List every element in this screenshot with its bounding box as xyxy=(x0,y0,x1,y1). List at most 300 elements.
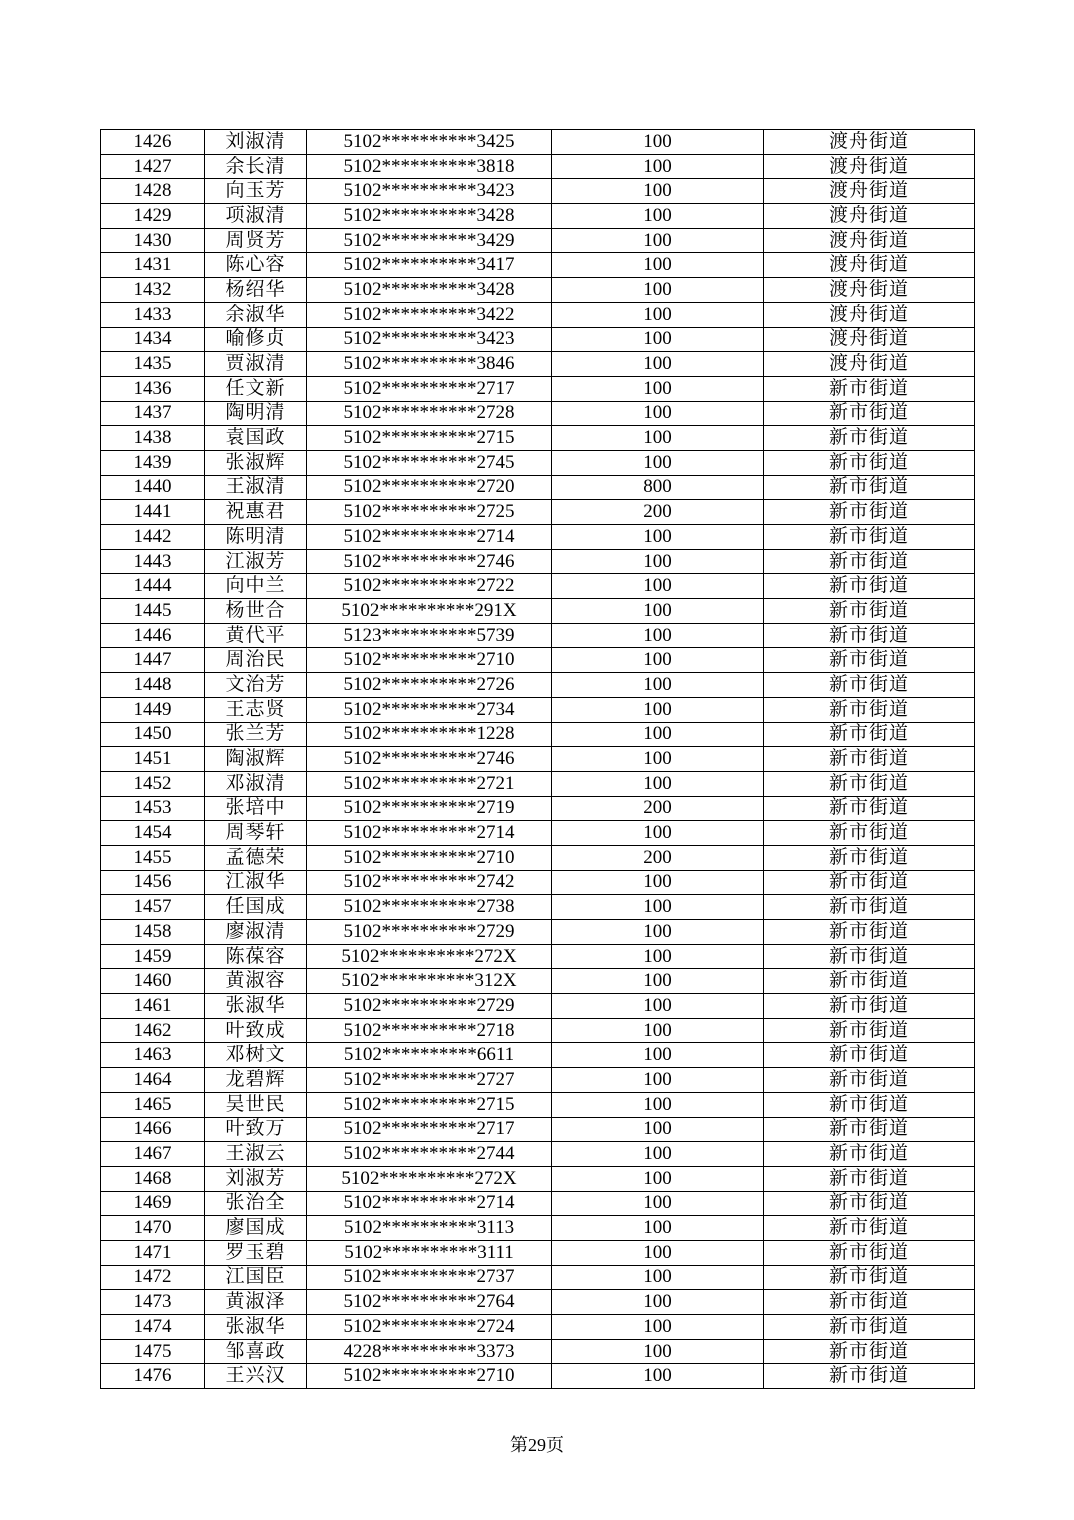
table-row xyxy=(101,1191,975,1216)
row-number-cell: 1451 xyxy=(101,747,205,772)
row-number-cell: 1430 xyxy=(101,228,205,253)
amount-cell: 100 xyxy=(552,599,764,624)
amount-cell: 200 xyxy=(552,845,764,870)
id-number-cell: 5102**********2721 xyxy=(307,771,552,796)
amount-cell: 100 xyxy=(552,401,764,426)
name-cell: 王兴汉 xyxy=(205,1364,307,1389)
id-number-cell: 4228**********3373 xyxy=(307,1339,552,1364)
table-row xyxy=(101,278,975,303)
name-cell: 杨世合 xyxy=(205,599,307,624)
table-row xyxy=(101,1018,975,1043)
street-cell: 新市街道 xyxy=(764,673,975,698)
amount-cell: 100 xyxy=(552,623,764,648)
name-cell: 向玉芳 xyxy=(205,179,307,204)
table-row xyxy=(101,179,975,204)
row-number-cell: 1452 xyxy=(101,771,205,796)
name-cell: 黄淑泽 xyxy=(205,1290,307,1315)
table-row xyxy=(101,771,975,796)
name-cell: 王淑云 xyxy=(205,1142,307,1167)
id-number-cell: 5102**********3429 xyxy=(307,228,552,253)
amount-cell: 100 xyxy=(552,1265,764,1290)
amount-cell: 100 xyxy=(552,327,764,352)
name-cell: 杨绍华 xyxy=(205,278,307,303)
name-cell: 周治民 xyxy=(205,648,307,673)
id-number-cell: 5102**********2727 xyxy=(307,1068,552,1093)
name-cell: 张淑华 xyxy=(205,994,307,1019)
table-row xyxy=(101,228,975,253)
amount-cell: 100 xyxy=(552,1092,764,1117)
amount-cell: 100 xyxy=(552,204,764,229)
amount-cell: 100 xyxy=(552,574,764,599)
id-number-cell: 5102**********2714 xyxy=(307,821,552,846)
row-number-cell: 1472 xyxy=(101,1265,205,1290)
row-number-cell: 1456 xyxy=(101,870,205,895)
amount-cell: 800 xyxy=(552,475,764,500)
name-cell: 陶明清 xyxy=(205,401,307,426)
table-row xyxy=(101,673,975,698)
row-number-cell: 1470 xyxy=(101,1216,205,1241)
name-cell: 黄淑容 xyxy=(205,969,307,994)
name-cell: 周琴轩 xyxy=(205,821,307,846)
street-cell: 新市街道 xyxy=(764,525,975,550)
table-row xyxy=(101,401,975,426)
name-cell: 陈葆容 xyxy=(205,944,307,969)
street-cell: 新市街道 xyxy=(764,1117,975,1142)
street-cell: 新市街道 xyxy=(764,1043,975,1068)
id-number-cell: 5102**********3422 xyxy=(307,302,552,327)
table-row xyxy=(101,796,975,821)
amount-cell: 100 xyxy=(552,253,764,278)
table-row xyxy=(101,969,975,994)
street-cell: 新市街道 xyxy=(764,1315,975,1340)
row-number-cell: 1455 xyxy=(101,845,205,870)
name-cell: 周贤芳 xyxy=(205,228,307,253)
id-number-cell: 5102**********3425 xyxy=(307,130,552,155)
amount-cell: 100 xyxy=(552,352,764,377)
name-cell: 刘淑清 xyxy=(205,130,307,155)
id-number-cell: 5102**********2725 xyxy=(307,500,552,525)
id-number-cell: 5102**********2714 xyxy=(307,525,552,550)
street-cell: 新市街道 xyxy=(764,920,975,945)
row-number-cell: 1473 xyxy=(101,1290,205,1315)
amount-cell: 100 xyxy=(552,1142,764,1167)
table-row xyxy=(101,1068,975,1093)
id-number-cell: 5102**********272X xyxy=(307,1166,552,1191)
id-number-cell: 5102**********2710 xyxy=(307,845,552,870)
id-number-cell: 5102**********2717 xyxy=(307,1117,552,1142)
row-number-cell: 1442 xyxy=(101,525,205,550)
street-cell: 新市街道 xyxy=(764,1166,975,1191)
street-cell: 新市街道 xyxy=(764,574,975,599)
id-number-cell: 5102**********2746 xyxy=(307,549,552,574)
name-cell: 江淑芳 xyxy=(205,549,307,574)
table-row xyxy=(101,623,975,648)
row-number-cell: 1439 xyxy=(101,450,205,475)
street-cell: 渡舟街道 xyxy=(764,204,975,229)
id-number-cell: 5102**********2738 xyxy=(307,895,552,920)
name-cell: 陈明清 xyxy=(205,525,307,550)
name-cell: 文治芳 xyxy=(205,673,307,698)
table-row xyxy=(101,747,975,772)
amount-cell: 100 xyxy=(552,1018,764,1043)
name-cell: 余淑华 xyxy=(205,302,307,327)
id-number-cell: 5102**********272X xyxy=(307,944,552,969)
street-cell: 新市街道 xyxy=(764,1290,975,1315)
amount-cell: 100 xyxy=(552,525,764,550)
table-row xyxy=(101,1166,975,1191)
street-cell: 新市街道 xyxy=(764,1240,975,1265)
row-number-cell: 1426 xyxy=(101,130,205,155)
row-number-cell: 1474 xyxy=(101,1315,205,1340)
id-number-cell: 5102**********2726 xyxy=(307,673,552,698)
amount-cell: 100 xyxy=(552,895,764,920)
name-cell: 张兰芳 xyxy=(205,722,307,747)
name-cell: 江淑华 xyxy=(205,870,307,895)
amount-cell: 100 xyxy=(552,1240,764,1265)
amount-cell: 100 xyxy=(552,673,764,698)
roster-table-body xyxy=(101,130,975,1389)
name-cell: 江国臣 xyxy=(205,1265,307,1290)
id-number-cell: 5102**********3423 xyxy=(307,179,552,204)
row-number-cell: 1443 xyxy=(101,549,205,574)
table-row xyxy=(101,697,975,722)
amount-cell: 100 xyxy=(552,821,764,846)
street-cell: 渡舟街道 xyxy=(764,302,975,327)
id-number-cell: 5102**********3113 xyxy=(307,1216,552,1241)
table-row xyxy=(101,475,975,500)
name-cell: 廖国成 xyxy=(205,1216,307,1241)
amount-cell: 200 xyxy=(552,796,764,821)
row-number-cell: 1441 xyxy=(101,500,205,525)
name-cell: 任文新 xyxy=(205,376,307,401)
table-row xyxy=(101,426,975,451)
row-number-cell: 1433 xyxy=(101,302,205,327)
table-row xyxy=(101,1315,975,1340)
id-number-cell: 5102**********2764 xyxy=(307,1290,552,1315)
table-row xyxy=(101,1290,975,1315)
street-cell: 新市街道 xyxy=(764,1364,975,1389)
street-cell: 新市街道 xyxy=(764,870,975,895)
name-cell: 任国成 xyxy=(205,895,307,920)
street-cell: 新市街道 xyxy=(764,821,975,846)
page-number: 第29页 xyxy=(510,1435,564,1455)
row-number-cell: 1429 xyxy=(101,204,205,229)
table-row xyxy=(101,154,975,179)
street-cell: 新市街道 xyxy=(764,599,975,624)
row-number-cell: 1468 xyxy=(101,1166,205,1191)
street-cell: 新市街道 xyxy=(764,895,975,920)
row-number-cell: 1467 xyxy=(101,1142,205,1167)
row-number-cell: 1446 xyxy=(101,623,205,648)
name-cell: 黄代平 xyxy=(205,623,307,648)
row-number-cell: 1465 xyxy=(101,1092,205,1117)
table-row xyxy=(101,1339,975,1364)
street-cell: 新市街道 xyxy=(764,994,975,1019)
row-number-cell: 1461 xyxy=(101,994,205,1019)
table-row xyxy=(101,1117,975,1142)
id-number-cell: 5102**********2728 xyxy=(307,401,552,426)
name-cell: 张淑华 xyxy=(205,1315,307,1340)
table-row xyxy=(101,648,975,673)
id-number-cell: 5102**********2718 xyxy=(307,1018,552,1043)
id-number-cell: 5102**********2734 xyxy=(307,697,552,722)
row-number-cell: 1432 xyxy=(101,278,205,303)
street-cell: 渡舟街道 xyxy=(764,130,975,155)
id-number-cell: 5102**********2722 xyxy=(307,574,552,599)
name-cell: 罗玉碧 xyxy=(205,1240,307,1265)
id-number-cell: 5102**********6611 xyxy=(307,1043,552,1068)
row-number-cell: 1444 xyxy=(101,574,205,599)
row-number-cell: 1438 xyxy=(101,426,205,451)
amount-cell: 100 xyxy=(552,154,764,179)
street-cell: 新市街道 xyxy=(764,426,975,451)
amount-cell: 100 xyxy=(552,969,764,994)
street-cell: 渡舟街道 xyxy=(764,253,975,278)
amount-cell: 100 xyxy=(552,1117,764,1142)
street-cell: 渡舟街道 xyxy=(764,327,975,352)
name-cell: 邓树文 xyxy=(205,1043,307,1068)
id-number-cell: 5102**********2746 xyxy=(307,747,552,772)
id-number-cell: 5102**********2729 xyxy=(307,920,552,945)
id-number-cell: 5102**********291X xyxy=(307,599,552,624)
street-cell: 新市街道 xyxy=(764,1265,975,1290)
amount-cell: 200 xyxy=(552,500,764,525)
row-number-cell: 1449 xyxy=(101,697,205,722)
street-cell: 新市街道 xyxy=(764,722,975,747)
table-row xyxy=(101,253,975,278)
id-number-cell: 5102**********2710 xyxy=(307,1364,552,1389)
name-cell: 贾淑清 xyxy=(205,352,307,377)
table-row xyxy=(101,302,975,327)
id-number-cell: 5102**********2719 xyxy=(307,796,552,821)
name-cell: 张培中 xyxy=(205,796,307,821)
id-number-cell: 5102**********2737 xyxy=(307,1265,552,1290)
name-cell: 邓淑清 xyxy=(205,771,307,796)
street-cell: 新市街道 xyxy=(764,450,975,475)
row-number-cell: 1476 xyxy=(101,1364,205,1389)
table-row xyxy=(101,1142,975,1167)
id-number-cell: 5102**********3818 xyxy=(307,154,552,179)
table-row xyxy=(101,376,975,401)
row-number-cell: 1454 xyxy=(101,821,205,846)
row-number-cell: 1460 xyxy=(101,969,205,994)
street-cell: 新市街道 xyxy=(764,1339,975,1364)
id-number-cell: 5102**********2724 xyxy=(307,1315,552,1340)
table-row xyxy=(101,1216,975,1241)
name-cell: 孟德荣 xyxy=(205,845,307,870)
street-cell: 新市街道 xyxy=(764,969,975,994)
amount-cell: 100 xyxy=(552,278,764,303)
street-cell: 渡舟街道 xyxy=(764,179,975,204)
street-cell: 新市街道 xyxy=(764,376,975,401)
amount-cell: 100 xyxy=(552,1191,764,1216)
name-cell: 向中兰 xyxy=(205,574,307,599)
amount-cell: 100 xyxy=(552,1315,764,1340)
row-number-cell: 1440 xyxy=(101,475,205,500)
table-row xyxy=(101,450,975,475)
name-cell: 袁国政 xyxy=(205,426,307,451)
row-number-cell: 1469 xyxy=(101,1191,205,1216)
name-cell: 张淑辉 xyxy=(205,450,307,475)
amount-cell: 100 xyxy=(552,1166,764,1191)
street-cell: 新市街道 xyxy=(764,549,975,574)
row-number-cell: 1445 xyxy=(101,599,205,624)
amount-cell: 100 xyxy=(552,426,764,451)
table-row xyxy=(101,821,975,846)
id-number-cell: 5102**********2742 xyxy=(307,870,552,895)
street-cell: 渡舟街道 xyxy=(764,278,975,303)
row-number-cell: 1431 xyxy=(101,253,205,278)
name-cell: 廖淑清 xyxy=(205,920,307,945)
row-number-cell: 1450 xyxy=(101,722,205,747)
name-cell: 项淑清 xyxy=(205,204,307,229)
table-row xyxy=(101,870,975,895)
street-cell: 新市街道 xyxy=(764,1142,975,1167)
table-row xyxy=(101,352,975,377)
name-cell: 陈心容 xyxy=(205,253,307,278)
row-number-cell: 1448 xyxy=(101,673,205,698)
name-cell: 吴世民 xyxy=(205,1092,307,1117)
table-row xyxy=(101,1043,975,1068)
id-number-cell: 5102**********3111 xyxy=(307,1240,552,1265)
amount-cell: 100 xyxy=(552,179,764,204)
amount-cell: 100 xyxy=(552,1068,764,1093)
name-cell: 王淑清 xyxy=(205,475,307,500)
table-row xyxy=(101,549,975,574)
table-row xyxy=(101,204,975,229)
street-cell: 新市街道 xyxy=(764,944,975,969)
street-cell: 新市街道 xyxy=(764,796,975,821)
row-number-cell: 1462 xyxy=(101,1018,205,1043)
street-cell: 渡舟街道 xyxy=(764,228,975,253)
street-cell: 新市街道 xyxy=(764,771,975,796)
street-cell: 新市街道 xyxy=(764,475,975,500)
id-number-cell: 5102**********2744 xyxy=(307,1142,552,1167)
street-cell: 新市街道 xyxy=(764,1191,975,1216)
name-cell: 龙碧辉 xyxy=(205,1068,307,1093)
street-cell: 新市街道 xyxy=(764,697,975,722)
street-cell: 新市街道 xyxy=(764,747,975,772)
name-cell: 叶致万 xyxy=(205,1117,307,1142)
amount-cell: 100 xyxy=(552,648,764,673)
table-row xyxy=(101,944,975,969)
id-number-cell: 5102**********2715 xyxy=(307,1092,552,1117)
amount-cell: 100 xyxy=(552,920,764,945)
id-number-cell: 5102**********3846 xyxy=(307,352,552,377)
table-row xyxy=(101,1364,975,1389)
amount-cell: 100 xyxy=(552,944,764,969)
table-row xyxy=(101,525,975,550)
row-number-cell: 1459 xyxy=(101,944,205,969)
row-number-cell: 1466 xyxy=(101,1117,205,1142)
table-row xyxy=(101,327,975,352)
table-row xyxy=(101,845,975,870)
name-cell: 余长清 xyxy=(205,154,307,179)
row-number-cell: 1453 xyxy=(101,796,205,821)
id-number-cell: 5102**********1228 xyxy=(307,722,552,747)
table-row xyxy=(101,722,975,747)
street-cell: 渡舟街道 xyxy=(764,154,975,179)
table-row xyxy=(101,895,975,920)
id-number-cell: 5102**********2720 xyxy=(307,475,552,500)
row-number-cell: 1458 xyxy=(101,920,205,945)
id-number-cell: 5123**********5739 xyxy=(307,623,552,648)
row-number-cell: 1436 xyxy=(101,376,205,401)
name-cell: 祝惠君 xyxy=(205,500,307,525)
table-row xyxy=(101,1240,975,1265)
amount-cell: 100 xyxy=(552,747,764,772)
row-number-cell: 1447 xyxy=(101,648,205,673)
id-number-cell: 5102**********3428 xyxy=(307,278,552,303)
id-number-cell: 5102**********2710 xyxy=(307,648,552,673)
street-cell: 新市街道 xyxy=(764,500,975,525)
name-cell: 刘淑芳 xyxy=(205,1166,307,1191)
id-number-cell: 5102**********2745 xyxy=(307,450,552,475)
amount-cell: 100 xyxy=(552,722,764,747)
table-row xyxy=(101,599,975,624)
amount-cell: 100 xyxy=(552,1339,764,1364)
amount-cell: 100 xyxy=(552,771,764,796)
amount-cell: 100 xyxy=(552,130,764,155)
amount-cell: 100 xyxy=(552,450,764,475)
table-row xyxy=(101,1092,975,1117)
amount-cell: 100 xyxy=(552,549,764,574)
roster-table xyxy=(100,129,975,1389)
street-cell: 渡舟街道 xyxy=(764,352,975,377)
row-number-cell: 1437 xyxy=(101,401,205,426)
row-number-cell: 1428 xyxy=(101,179,205,204)
id-number-cell: 5102**********2714 xyxy=(307,1191,552,1216)
amount-cell: 100 xyxy=(552,994,764,1019)
street-cell: 新市街道 xyxy=(764,1068,975,1093)
id-number-cell: 5102**********3423 xyxy=(307,327,552,352)
id-number-cell: 5102**********2729 xyxy=(307,994,552,1019)
name-cell: 喻修贞 xyxy=(205,327,307,352)
id-number-cell: 5102**********3428 xyxy=(307,204,552,229)
table-row xyxy=(101,574,975,599)
id-number-cell: 5102**********312X xyxy=(307,969,552,994)
row-number-cell: 1463 xyxy=(101,1043,205,1068)
table-row xyxy=(101,920,975,945)
amount-cell: 100 xyxy=(552,1290,764,1315)
name-cell: 张治全 xyxy=(205,1191,307,1216)
amount-cell: 100 xyxy=(552,376,764,401)
row-number-cell: 1434 xyxy=(101,327,205,352)
row-number-cell: 1427 xyxy=(101,154,205,179)
name-cell: 王志贤 xyxy=(205,697,307,722)
name-cell: 邹喜政 xyxy=(205,1339,307,1364)
table-row xyxy=(101,500,975,525)
row-number-cell: 1457 xyxy=(101,895,205,920)
street-cell: 新市街道 xyxy=(764,1216,975,1241)
amount-cell: 100 xyxy=(552,1043,764,1068)
street-cell: 新市街道 xyxy=(764,401,975,426)
name-cell: 叶致成 xyxy=(205,1018,307,1043)
street-cell: 新市街道 xyxy=(764,623,975,648)
street-cell: 新市街道 xyxy=(764,1018,975,1043)
row-number-cell: 1435 xyxy=(101,352,205,377)
amount-cell: 100 xyxy=(552,1364,764,1389)
amount-cell: 100 xyxy=(552,228,764,253)
name-cell: 陶淑辉 xyxy=(205,747,307,772)
amount-cell: 100 xyxy=(552,870,764,895)
street-cell: 新市街道 xyxy=(764,1092,975,1117)
table-row xyxy=(101,994,975,1019)
row-number-cell: 1464 xyxy=(101,1068,205,1093)
street-cell: 新市街道 xyxy=(764,648,975,673)
amount-cell: 100 xyxy=(552,302,764,327)
id-number-cell: 5102**********2717 xyxy=(307,376,552,401)
